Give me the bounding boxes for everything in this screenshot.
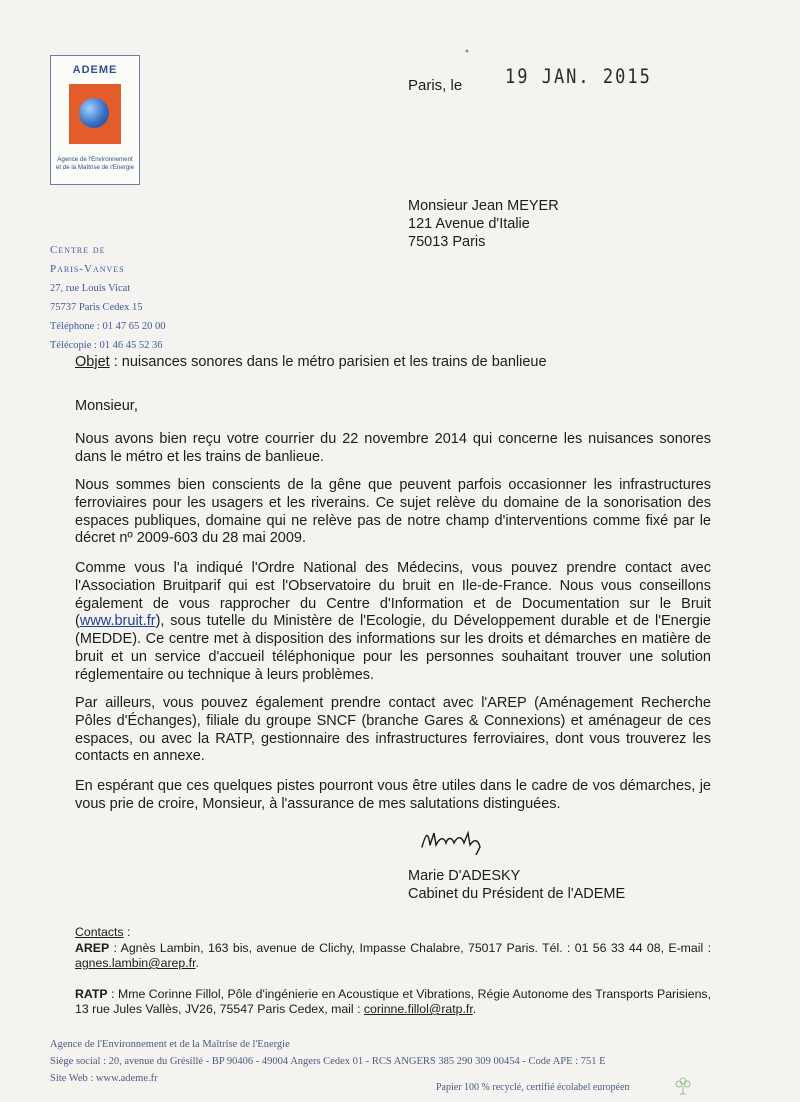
sender-city: 75737 Paris Cedex 15 — [50, 302, 143, 313]
signer-title: Cabinet du Président de l'ADEME — [408, 886, 626, 902]
sender-fax: Télécopie : 01 46 45 52 36 — [50, 340, 163, 351]
sender-line1: Centre de — [50, 244, 106, 256]
sender-line2: Paris-Vanves — [50, 263, 125, 275]
globe-icon — [79, 98, 109, 128]
subject-label: Objet — [75, 354, 110, 370]
date-place: Paris, le — [408, 77, 463, 94]
ademe-logo — [50, 55, 140, 185]
subject-line — [75, 354, 547, 370]
signer-name: Marie D'ADESKY — [408, 868, 521, 884]
contact-arep: AREP : Agnès Lambin, 163 bis, avenue de Clichy, Impasse Chalabre, 75017 Paris. Tél. : 01 56 33 44 08, E-mail : agnes.lambin@arep.fr. — [75, 940, 711, 970]
paragraph-3: Comme vous l'a indiqué l'Ordre National des Médecins, vous pouvez prendre contact avec l'Association Bruitparif qui est l'Observatoire du bruit en Ile-de-France. Nous vous conseillons également de vous rapprocher du Centre d'Information et de Documentation sur le Bruit (www.bruit.fr), sous tutelle du Ministère de l'Ecologie, du Développement durable et de l'Energie (MEDDE). Ce centre met à disposition des informations sur les droits et démarches en matière de bruit et un service d'accueil téléphonique pour les personnes souhaitant trouver une solution réglementaire ou technique à leurs problèmes. — [75, 560, 711, 683]
ratp-email-link[interactable]: corinne.fillol@ratp.fr — [363, 1002, 473, 1016]
contacts-block — [75, 925, 711, 1018]
paragraph-4: Par ailleurs, vous pouvez également prendre contact avec l'AREP (Aménagement Recherche Pôles d'Échanges), filiale du groupe SNCF (branche Gares & Connexions) et aménageur de ces espaces, ou avec la RATP, gestionnaire des infrastructures ferroviaires, dont vous trouverez les contacts en annexe. — [75, 695, 711, 765]
footer-agency: Agence de l'Environnement et de la Maîtrise de l'Energie — [50, 1039, 290, 1050]
logo-tagline: Agence de l'Environnement et de la Maîtrise de l'Energie — [55, 156, 135, 171]
logo-brand: ADEME — [72, 64, 118, 76]
paragraph-1: Nous avons bien reçu votre courrier du 22 novembre 2014 qui concerne les nuisances sonores dans le métro et les trains de banlieue. — [75, 431, 711, 465]
arep-email-link[interactable]: agnes.lambin@arep.fr — [75, 956, 196, 970]
recipient-street: 121 Avenue d'Italie — [408, 216, 530, 232]
footer-seat: Siège social : 20, avenue du Grésillé - BP 90406 - 49004 Angers Cedex 01 - RCS ANGERS 385 290 309 00454 - Code APE : 751 E — [50, 1056, 606, 1067]
subject-text: : nuisances sonores dans le métro parisien et les trains de banlieue — [109, 354, 547, 370]
paragraph-5: En espérant que ces quelques pistes pourront vous être utiles dans le cadre de vos démarches, je vous prie de croire, Monsieur, à l'assurance de mes salutations distinguées. — [75, 778, 711, 812]
logo-square — [69, 84, 121, 144]
signer-block — [408, 867, 625, 903]
sender-address — [50, 241, 250, 355]
footer — [50, 1036, 750, 1087]
sender-phone: Téléphone : 01 47 65 20 00 — [50, 321, 166, 332]
footer-web: Site Web : www.ademe.fr — [50, 1073, 158, 1084]
salutation: Monsieur, — [75, 398, 138, 414]
date-stamp: 19 JAN. 2015 — [505, 65, 652, 89]
recipient-name: Monsieur Jean MEYER — [408, 198, 559, 214]
bruit-link[interactable]: www.bruit.fr — [79, 613, 156, 630]
recipient-address — [408, 197, 559, 251]
paragraph-2: Nous sommes bien conscients de la gêne que peuvent parfois occasionner les infrastructures ferroviaires pour les usagers et les riverains. Ce sujet relève du domaine de la sonorisation des espaces publiques, domaine qui ne relève pas de notre champ d'interventions comme fixé par le décret nº 2009-603 du 28 mai 2009. — [75, 477, 711, 547]
contact-ratp: RATP : Mme Corinne Fillol, Pôle d'ingénierie en Acoustique et Vibrations, Régie Autonome des Transports Parisiens, 13 rue Jules Vallès, JV26, 75547 Paris Cedex, mail : corinne.fillol@ratp.fr. — [75, 986, 711, 1016]
recipient-city: 75013 Paris — [408, 234, 486, 250]
ecolabel-flower-icon — [672, 1074, 694, 1096]
handwritten-signature — [418, 825, 488, 855]
contacts-heading: Contacts : — [75, 925, 131, 939]
sender-street: 27, rue Louis Vicat — [50, 283, 131, 294]
paper-speck — [465, 40, 469, 44]
recycled-note: Papier 100 % recyclé, certifié écolabel européen — [436, 1082, 630, 1093]
